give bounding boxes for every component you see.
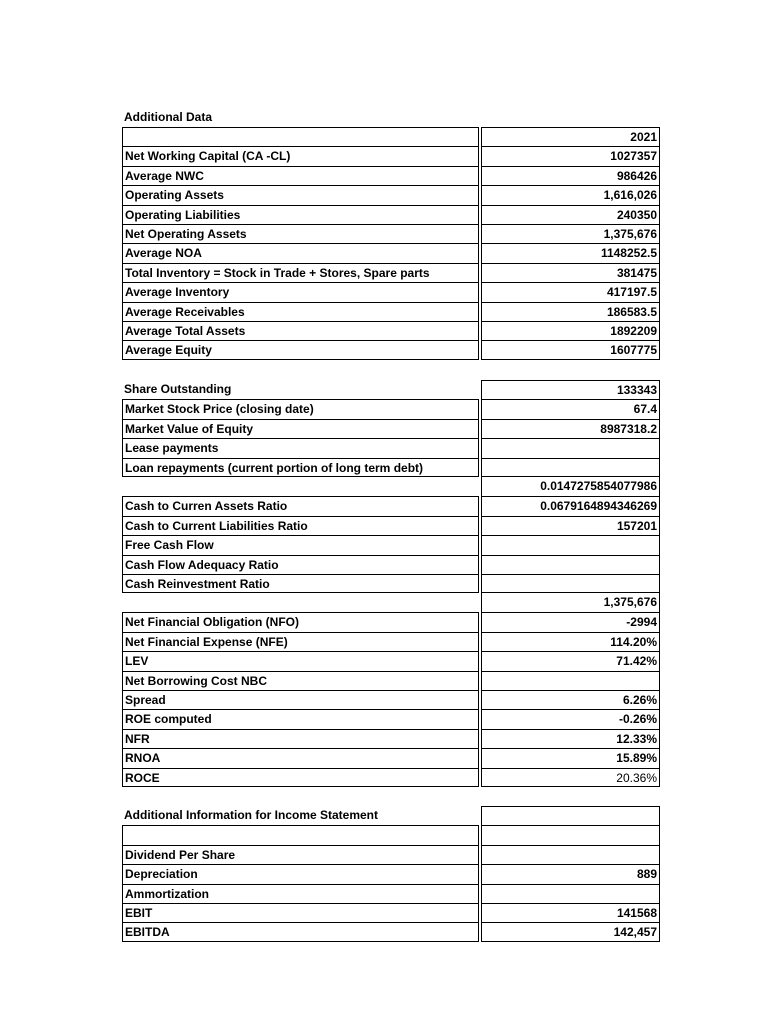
row-label: Additional Information for Income Statement [124,808,379,822]
row-value [481,458,660,477]
row-value: 133343 [481,380,660,399]
table-row [122,612,662,631]
table-row [122,321,662,340]
row-label: Average Receivables [122,302,479,321]
row-label: Cash Reinvestment Ratio [122,574,479,593]
row-label [122,477,479,496]
table-row [122,302,662,321]
row-label: Market Value of Equity [122,419,479,438]
page-title: Additional Data [124,110,213,124]
row-value: 1027357 [481,146,660,165]
row-label: Net Financial Obligation (NFO) [122,612,479,631]
row-label: Dividend Per Share [122,845,479,864]
row-value: 1607775 [481,340,660,359]
table-row [122,282,662,301]
row-value: 2021 [481,127,660,146]
table-row [122,884,662,903]
row-label: Share Outstanding [124,382,232,396]
row-value: 240350 [481,205,660,224]
row-value: 186583.5 [481,302,660,321]
row-value: 889 [481,864,660,883]
row-value: 417197.5 [481,282,660,301]
row-value: 67.4 [481,399,660,418]
income-statement-table [122,806,662,942]
row-value: 0.0147275854077986 [481,477,660,496]
table-row [122,419,662,438]
row-value [481,555,660,574]
row-label [122,825,479,844]
row-label: LEV [122,651,479,670]
row-value: 157201 [481,516,660,535]
row-value [481,845,660,864]
table-row [122,263,662,282]
market-data-table [122,380,662,477]
table-row [122,243,662,262]
row-value: 1,375,676 [481,224,660,243]
row-label: Market Stock Price (closing date) [122,399,479,418]
row-value [481,574,660,593]
row-value: 0.0679164894346269 [481,496,660,515]
table-row [122,825,662,844]
row-label: Average Inventory [122,282,479,301]
row-label: Operating Assets [122,185,479,204]
row-value: 12.33% [481,729,660,748]
row-label: Net Borrowing Cost NBC [122,671,479,690]
table-row [122,729,662,748]
row-label: Net Operating Assets [122,224,479,243]
row-value: 71.42% [481,651,660,670]
table-row [122,845,662,864]
row-label: Free Cash Flow [122,535,479,554]
row-label: Ammortization [122,884,479,903]
table-row [122,477,662,496]
table-row [122,205,662,224]
table-row [122,399,662,418]
table-row [122,690,662,709]
row-value: 1892209 [481,321,660,340]
table-row [122,574,662,593]
table-row [122,224,662,243]
table-row [122,516,662,535]
row-value [481,671,660,690]
row-label: Depreciation [122,864,479,883]
row-label: Net Financial Expense (NFE) [122,632,479,651]
row-label: Total Inventory = Stock in Trade + Stores, Spare parts [122,263,479,282]
row-value [481,438,660,457]
row-value: 114.20% [481,632,660,651]
table-row [122,458,662,477]
row-label: ROCE [122,768,479,787]
row-value: 1,616,026 [481,185,660,204]
row-label [122,127,479,146]
row-label [122,593,479,612]
row-label: Average NWC [122,166,479,185]
table-row [122,671,662,690]
row-label: Cash Flow Adequacy Ratio [122,555,479,574]
row-label: Average Total Assets [122,321,479,340]
row-label: Loan repayments (current portion of long term debt) [122,458,479,477]
additional-data-table [122,127,662,360]
table-row [122,380,662,399]
row-value: 15.89% [481,748,660,767]
row-value [481,806,660,825]
row-value: 6.26% [481,690,660,709]
row-value [481,884,660,903]
row-value: 1,375,676 [481,593,660,612]
row-label: RNOA [122,748,479,767]
table-row [122,864,662,883]
row-label: NFR [122,729,479,748]
table-row [122,593,662,612]
row-value: 1148252.5 [481,243,660,262]
row-value: 20.36% [481,768,660,787]
row-label: Average NOA [122,243,479,262]
row-value [481,825,660,844]
row-label: Lease payments [122,438,479,457]
row-label: Cash to Curren Assets Ratio [122,496,479,515]
row-value: 8987318.2 [481,419,660,438]
row-label: Average Equity [122,340,479,359]
row-value [481,535,660,554]
table-row [122,438,662,457]
row-label: EBIT [122,903,479,922]
row-value: 381475 [481,263,660,282]
row-label: Net Working Capital (CA -CL) [122,146,479,165]
row-value: -2994 [481,612,660,631]
table-row [122,340,662,359]
table-row [122,555,662,574]
row-label: Spread [122,690,479,709]
row-value: 141568 [481,903,660,922]
row-label: EBITDA [122,922,479,941]
table-row [122,651,662,670]
cash-ratio-table [122,477,662,593]
table-row [122,806,662,825]
table-row [122,535,662,554]
table-row [122,922,662,941]
row-label: ROE computed [122,709,479,728]
table-row [122,709,662,728]
table-row [122,166,662,185]
table-row [122,496,662,515]
table-row [122,185,662,204]
financial-ratio-table [122,593,662,787]
table-row [122,146,662,165]
row-value: 986426 [481,166,660,185]
table-row [122,632,662,651]
table-row [122,127,662,146]
table-row [122,768,662,787]
table-row [122,748,662,767]
row-label: Operating Liabilities [122,205,479,224]
row-value: 142,457 [481,922,660,941]
row-label: Cash to Current Liabilities Ratio [122,516,479,535]
row-value: -0.26% [481,709,660,728]
table-row [122,903,662,922]
